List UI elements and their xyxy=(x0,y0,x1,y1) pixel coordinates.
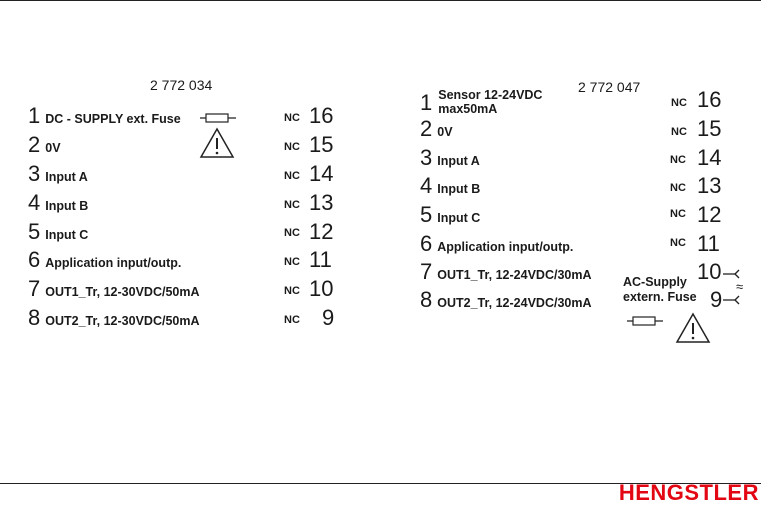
pin-label: Input B xyxy=(45,199,89,213)
pin-number: 6 xyxy=(28,247,41,272)
pin-number-12: 12 xyxy=(697,202,722,227)
pin-number-11: 11 xyxy=(309,247,332,272)
right-pin-8 xyxy=(420,289,592,311)
pin-number: 3 xyxy=(28,161,41,186)
nc-label: NC xyxy=(670,154,686,166)
left-pin-7 xyxy=(28,278,200,300)
left-pin-8 xyxy=(28,307,200,329)
pin-number-10: 10 xyxy=(309,276,334,301)
nc-label: NC xyxy=(284,170,300,182)
pin-label: OUT2_Tr, 12-30VDC/50mA xyxy=(45,314,200,328)
fuse-icon xyxy=(627,315,663,327)
pin-number: 7 xyxy=(420,259,433,284)
pin-number: 5 xyxy=(28,219,41,244)
pin-label: DC - SUPPLY ext. Fuse xyxy=(45,112,181,126)
nc-label: NC xyxy=(670,208,686,220)
ac-supply-label: AC-Supply extern. Fuse xyxy=(623,275,697,304)
pin-number-9: 9 xyxy=(322,305,335,330)
nc-label: NC xyxy=(284,256,300,268)
nc-label: NC xyxy=(284,199,300,211)
pin-label: Application input/outp. xyxy=(45,256,182,270)
nc-label: NC xyxy=(284,227,300,239)
right-pin-6 xyxy=(420,233,573,255)
pin-number-15: 15 xyxy=(697,116,722,141)
warning-icon xyxy=(199,127,235,159)
pin-number: 1 xyxy=(420,90,433,115)
nc-label: NC xyxy=(670,182,686,194)
left-pin-3 xyxy=(28,163,88,185)
pin-number-10: 10 xyxy=(697,259,722,284)
pin-number-11: 11 xyxy=(697,231,720,256)
nc-label: NC xyxy=(284,141,300,153)
nc-label: NC xyxy=(671,126,687,138)
pin-number: 5 xyxy=(420,202,433,227)
pin-number-13: 13 xyxy=(309,190,334,215)
pin-label: OUT2_Tr, 12-24VDC/30mA xyxy=(437,296,592,310)
pin-number-14: 14 xyxy=(309,161,334,186)
pin-number-12: 12 xyxy=(309,219,334,244)
pin-number: 1 xyxy=(28,103,41,128)
pin-number-15: 15 xyxy=(309,132,334,157)
right-pin-2 xyxy=(420,118,453,140)
terminal-connector-icon xyxy=(723,294,743,306)
ac-tilde-icon: ≈ xyxy=(736,279,744,294)
pin-number: 8 xyxy=(420,287,433,312)
nc-label: NC xyxy=(284,112,300,124)
pin-label: Input B xyxy=(437,182,481,196)
right-pin-3 xyxy=(420,147,480,169)
left-pin-6 xyxy=(28,249,181,271)
pin-label: Input A xyxy=(437,154,480,168)
pin-label: Input A xyxy=(45,170,88,184)
nc-label: NC xyxy=(284,285,300,297)
left-pin-1 xyxy=(28,105,181,127)
pin-label: Sensor 12-24VDC max50mA xyxy=(438,88,543,116)
pin-number-9: 9 xyxy=(710,287,723,312)
top-rule xyxy=(0,0,761,1)
pin-label: Input C xyxy=(45,228,89,242)
fuse-icon xyxy=(200,112,236,124)
pin-number: 6 xyxy=(420,231,433,256)
right-pin-7 xyxy=(420,261,592,283)
pin-label: 0V xyxy=(45,141,61,155)
right-pin-5 xyxy=(420,204,480,226)
pin-number: 2 xyxy=(420,116,433,141)
pin-label: Application input/outp. xyxy=(437,240,574,254)
pin-number-14: 14 xyxy=(697,145,722,170)
left-model-number: 2 772 034 xyxy=(150,77,213,93)
pin-number: 4 xyxy=(28,190,41,215)
nc-label: NC xyxy=(284,314,300,326)
pin-label: OUT1_Tr, 12-24VDC/30mA xyxy=(437,268,592,282)
pin-number: 4 xyxy=(420,173,433,198)
left-pin-2 xyxy=(28,134,61,156)
warning-icon xyxy=(675,312,711,344)
right-model-number: 2 772 047 xyxy=(578,79,641,95)
pin-number-13: 13 xyxy=(697,173,722,198)
pin-number-16: 16 xyxy=(697,87,722,112)
pin-number: 3 xyxy=(420,145,433,170)
pin-number: 8 xyxy=(28,305,41,330)
right-pin-1 xyxy=(420,88,542,116)
left-pin-5 xyxy=(28,221,88,243)
pin-number: 2 xyxy=(28,132,41,157)
left-pin-4 xyxy=(28,192,88,214)
pin-label: Input C xyxy=(437,211,481,225)
nc-label: NC xyxy=(671,97,687,109)
pin-number-16: 16 xyxy=(309,103,334,128)
pin-label: OUT1_Tr, 12-30VDC/50mA xyxy=(45,285,200,299)
pin-number: 7 xyxy=(28,276,41,301)
nc-label: NC xyxy=(670,237,686,249)
hengstler-logo: HENGSTLER xyxy=(618,480,759,505)
right-pin-4 xyxy=(420,175,480,197)
pin-label: 0V xyxy=(437,125,453,139)
